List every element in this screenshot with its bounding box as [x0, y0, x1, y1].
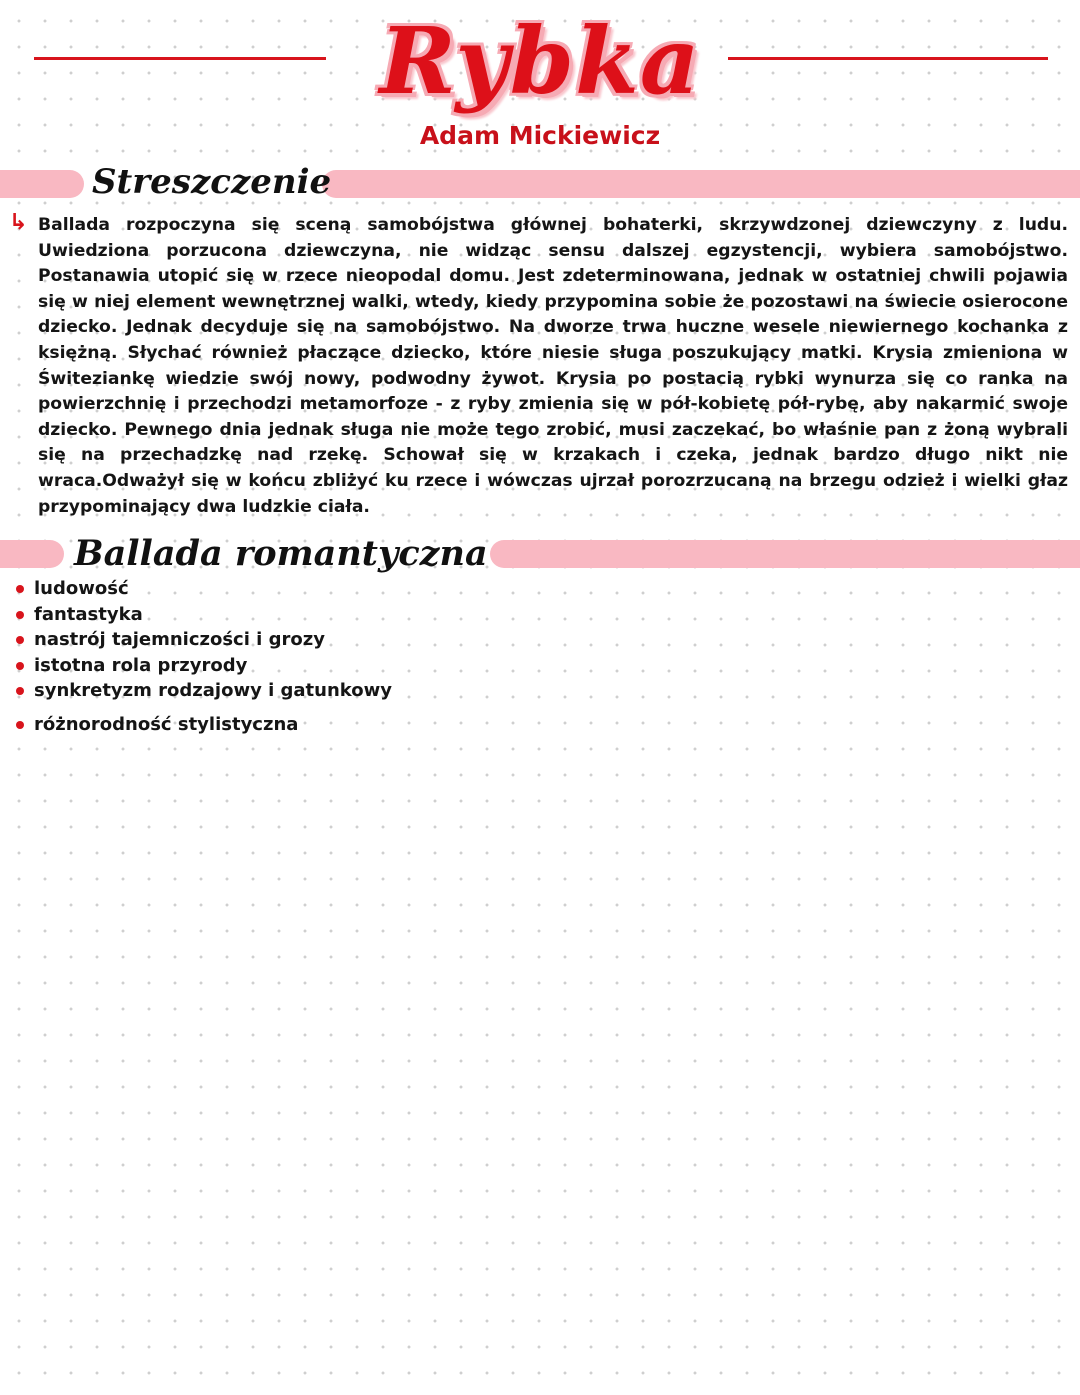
list-item — [14, 678, 392, 704]
author-name: Adam Mickiewicz — [419, 121, 661, 150]
ballad-heading: Ballada romantyczna — [74, 533, 488, 574]
list-item-label: synkretyzm rodzajowy i gatunkowy — [34, 680, 392, 702]
summary-heading: Streszczenie — [92, 162, 332, 202]
list-item-label: nastrój tajemniczości i grozy — [34, 629, 325, 651]
heading-highlight-left — [0, 170, 84, 198]
list-item-label: różnorodność stylistyczna — [34, 713, 299, 735]
list-item-label: istotna rola przyrody — [34, 654, 248, 676]
ballad-features-list — [14, 576, 392, 738]
arrow-return-icon: ↳ — [9, 210, 28, 235]
list-item — [14, 602, 392, 628]
bullet-icon — [16, 721, 24, 729]
bullet-icon — [16, 611, 24, 619]
bullet-icon — [16, 585, 24, 593]
list-item — [14, 653, 392, 679]
list-item-label: ludowość — [34, 578, 129, 599]
list-item-label: fantastyka — [34, 603, 143, 625]
bullet-icon — [16, 662, 24, 670]
list-item — [14, 627, 392, 653]
heading-highlight-right — [490, 540, 1080, 568]
bullet-icon — [16, 636, 24, 644]
heading-highlight-right — [322, 170, 1080, 198]
heading-highlight-left — [0, 540, 64, 568]
bullet-icon — [16, 687, 24, 695]
summary-text: Ballada rozpoczyna się sceną samobójstwa głównej bohaterki, skrzywdzonej dziewczyny z ludu. Uwiedziona porzucona dziewczyna, nie widząc sensu dalszej egzystencji, wybiera samobójstwo. Postanawia utopić się w rzece nieopodal domu. Jest zdeterminowana, jednak w ostatniej chwili pojawia się w niej element wewnętrznej walki, wtedy, kiedy przypomina sobie że pozostawi na świecie osierocone dziecko. Jednak decyduje się na samobójstwo. Na dworze trwa huczne wesele niewiernego kochanka z księżną. Słychać również płaczące dziecko, które niesie sługa poszukujący matki. Krysia zmieniona w Świteziankę wiedzie swój nowy, podwodny żywot. Krysia po postacią rybki wynurza się co ranka na powierzchnię i przechodzi metamorfoze - z ryby zmienia się w pół-kobietę pół-rybę, aby nakarmić swoje dziecko. Pewnego dnia jednak sługa nie może tego zrobić, musi zaczekać, bo właśnie pan z żoną wybrali się na przechadzkę nad rzekę. Schował się w krzakach i czeka, jednak bardzo długo nikt nie wraca.Odważył się w końcu zbliżyć ku rzece i wówczas ujrzał porozrzucaną na brzegu odzież i wielki głaz przypominający dwa ludzkie ciała. — [38, 215, 1068, 517]
page-title: Rybka — [379, 7, 701, 115]
list-item — [14, 712, 392, 738]
list-item — [14, 576, 392, 602]
